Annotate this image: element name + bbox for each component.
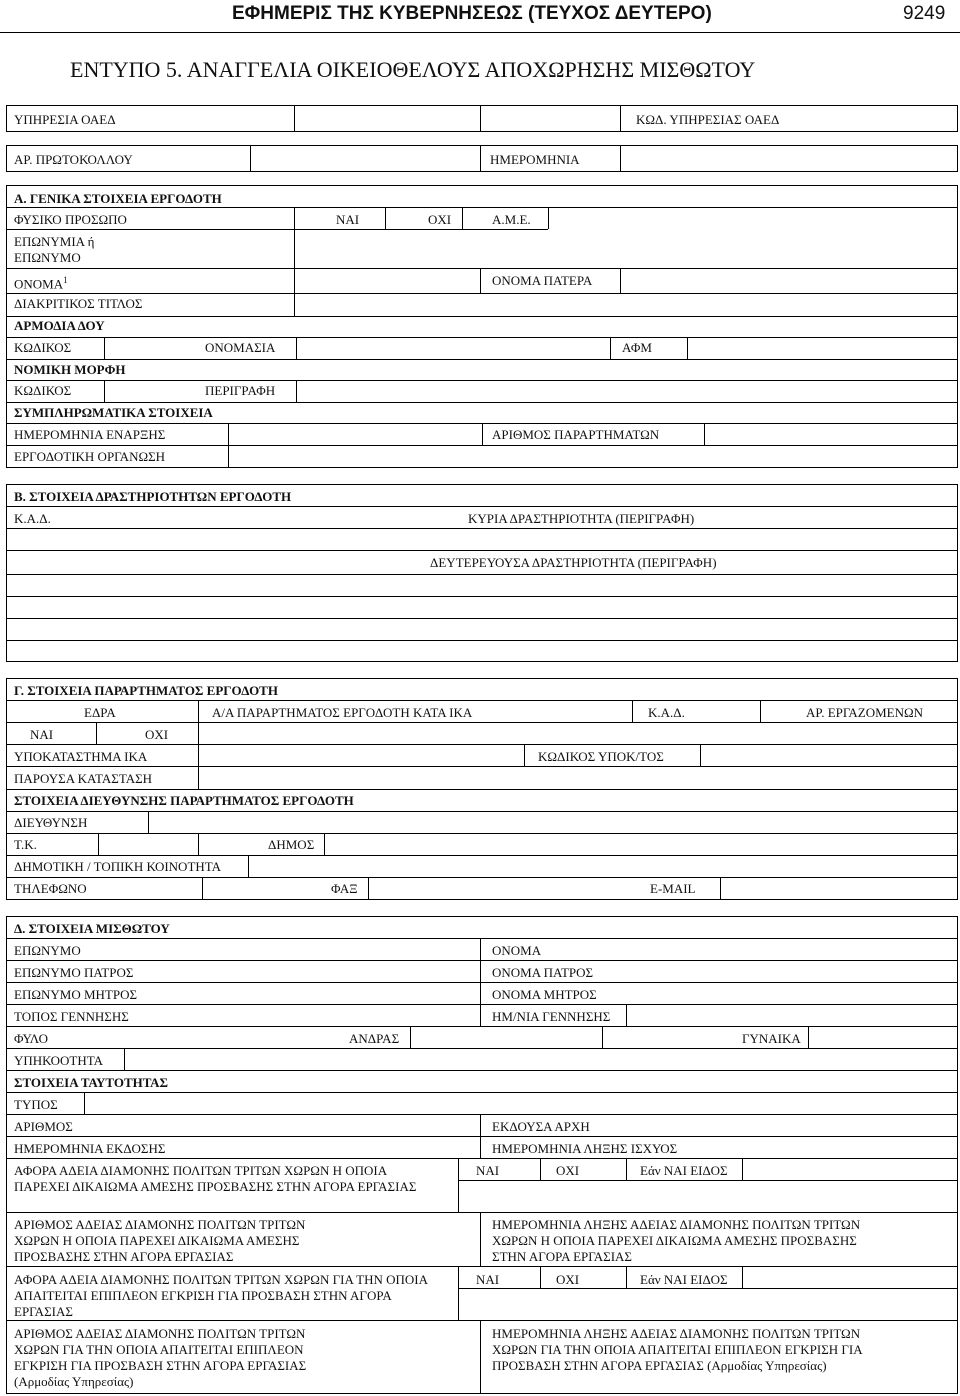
birth-date-label: ΗΜ/ΝΙΑ ΓΕΝΝΗΣΗΣ [492,1009,611,1024]
id-title: ΣΤΟΙΧΕΙΑ ΤΑΥΤΟΤΗΤΑΣ [14,1075,169,1090]
email-label: E-MAIL [650,881,696,896]
address-title: ΣΤΟΙΧΕΙΑ ΔΙΕΥΘΥΝΣΗΣ ΠΑΡΑΡΤΗΜΑΤΟΣ ΕΡΓΟΔΟΤΗ [14,793,354,808]
father-given-label: ΟΝΟΜΑ ΠΑΤΡΟΣ [492,965,594,980]
sub-code-label: ΚΩΔΙΚΟΣ ΥΠΟΚ/ΤΟΣ [538,749,664,764]
expiry-date-label: ΗΜΕΡΟΜΗΝΙΑ ΛΗΞΗΣ ΙΣΧΥΟΣ [492,1141,678,1156]
service-box [6,105,958,132]
seat-no: ΟΧΙ [145,727,169,742]
permit1-expiry-label: ΗΜΕΡΟΜΗΝΙΑ ΛΗΞΗΣ ΑΔΕΙΑΣ ΔΙΑΜΟΝΗΣ ΠΟΛΙΤΩΝ ΤΡΙΤΩΝ ΧΩΡΩΝ Η ΟΠΟΙΑ ΠΑΡΕΧΕΙ ΔΙΚΑΙΩΜΑ ΑΜΕΣΗΣ ΠΡΟΣΒΑΣΗΣ ΣΤΗΝ ΑΓΟΡΑ ΕΡΓΑΣΙΑΣ [492,1217,861,1264]
permit2-number-label: ΑΡΙΘΜΟΣ ΑΔΕΙΑΣ ΔΙΑΜΟΝΗΣ ΠΟΛΙΤΩΝ ΤΡΙΤΩΝ ΧΩΡΩΝ ΓΙΑ ΤΗΝ ΟΠΟΙΑ ΑΠΑΙΤΕΙΤΑΙ ΕΠΙΠΛΕΟΝ ΕΓΚΡΙΣΗ ΓΙΑ ΠΡΟΣΒΑΣΗ ΣΤΗΝ ΑΓΟΡΑ ΕΡΓΑΣΙΑΣ (Αρμοδίας Υπηρεσίας) [14,1326,307,1389]
issue-date-label: ΗΜΕΡΟΜΗΝΙΑ ΕΚΔΟΣΗΣ [14,1141,166,1156]
permit1-type-label: Εάν ΝΑΙ ΕΙΔΟΣ [640,1163,728,1178]
permit1-question: ΑΦΟΡΑ ΑΔΕΙΑ ΔΙΑΜΟΝΗΣ ΠΟΛΙΤΩΝ ΤΡΙΤΩΝ ΧΩΡΩΝ Η ΟΠΟΙΑ ΠΑΡΕΧΕΙ ΔΙΚΑΙΩΜΑ ΑΜΕΣΗΣ ΠΡΟΣΒΑΣΗΣ ΣΤΗΝ ΑΓΟΡΑ ΕΡΓΑΣΙΑΣ [14,1163,417,1194]
tax-code-label: ΚΩΔΙΚΟΣ [14,340,72,355]
natural-person-label: ΦΥΣΙΚΟ ΠΡΟΣΩΠΟ [14,212,127,227]
permit1-no: ΟΧΙ [556,1163,580,1178]
id-number-label: ΑΡΙΘΜΟΣ [14,1119,73,1134]
given-name-label: ΟΝΟΜΑ [492,943,542,958]
natural-person-no: ΟΧΙ [428,212,452,227]
permit2-question: ΑΦΟΡΑ ΑΔΕΙΑ ΔΙΑΜΟΝΗΣ ΠΟΛΙΤΩΝ ΤΡΙΤΩΝ ΧΩΡΩΝ ΓΙΑ ΤΗΝ ΟΠΟΙΑ ΑΠΑΙΤΕΙΤΑΙ ΕΠΙΠΛΕΟΝ ΕΓΚΡΙΣΗ ΓΙΑ ΠΡΟΣΒΑΣΗ ΣΤΗΝ ΑΓΟΡΑ ΕΡΓΑΣΙΑΣ [14,1272,428,1319]
permit2-expiry-label: ΗΜΕΡΟΜΗΝΙΑ ΛΗΞΗΣ ΑΔΕΙΑΣ ΔΙΑΜΟΝΗΣ ΠΟΛΙΤΩΝ ΤΡΙΤΩΝ ΧΩΡΩΝ ΓΙΑ ΤΗΝ ΟΠΟΙΑ ΑΠΑΙΤΕΙΤΑΙ ΕΠΙΠΛΕΟΝ ΕΓΚΡΙΣΗ ΓΙΑ ΠΡΟΣΒΑΣΗ ΣΤΗΝ ΑΓΟΡΑ ΕΡΓΑΣΙΑΣ (Αρμοδίας Υπηρεσίας) [492,1326,862,1373]
ame-label: Α.Μ.Ε. [492,212,531,227]
tax-designation-label: ΟΝΟΜΑΣΙΑ [205,340,276,355]
natural-person-yes: ΝΑΙ [336,212,360,227]
employees-label: ΑΡ. ΕΡΓΑΖΟΜΕΝΩΝ [806,705,924,720]
fax-label: ΦΑΞ [331,881,358,896]
permit1-number-label: ΑΡΙΘΜΟΣ ΑΔΕΙΑΣ ΔΙΑΜΟΝΗΣ ΠΟΛΙΤΩΝ ΤΡΙΤΩΝ ΧΩΡΩΝ Η ΟΠΟΙΑ ΠΑΡΕΧΕΙ ΔΙΚΑΙΩΜΑ ΑΜΕΣΗΣ ΠΡΟΣΒΑΣΗΣ ΣΤΗΝ ΑΓΟΡΑ ΕΡΓΑΣΙΑΣ [14,1217,306,1264]
surname-label: ΕΠΩΝΥΜΟ [14,943,81,958]
header-rule [0,32,960,33]
permit2-yes: ΝΑΙ [476,1272,500,1287]
protocol-label: ΑΡ. ΠΡΩΤΟΚΟΛΛΟΥ [14,152,133,167]
branches-label: ΑΡΙΘΜΟΣ ΠΑΡΑΡΤΗΜΑΤΩΝ [492,427,660,442]
start-date-label: ΗΜΕΡΟΜΗΝΙΑ ΕΝΑΡΞΗΣ [14,427,166,442]
phone-label: ΤΗΛΕΦΩΝΟ [14,881,87,896]
father-name-label: ΟΝΟΜΑ ΠΑΤΕΡΑ [492,273,593,288]
permit2-no: ΟΧΙ [556,1272,580,1287]
mother-surname-label: ΕΠΩΝΥΜΟ ΜΗΤΡΟΣ [14,987,138,1002]
legal-description-label: ΠΕΡΙΓΡΑΦΗ [205,383,276,398]
seat-label: ΕΔΡΑ [84,705,116,720]
branch-kad-label: Κ.Α.Δ. [648,705,685,720]
permit2-type-label: Εάν ΝΑΙ ΕΙΔΟΣ [640,1272,728,1287]
kad-label: Κ.Α.Δ. [14,511,51,526]
footnote-marker: 1 [63,275,68,285]
issuer-label: ΕΚΔΟΥΣΑ ΑΡΧΗ [492,1119,590,1134]
gazette-header: ΕΦΗΜΕΡΙΣ ΤΗΣ ΚΥΒΕΡΝΗΣΕΩΣ (ΤΕΥΧΟΣ ΔΕΥΤΕΡΟ) [232,3,712,24]
postal-code-label: Τ.Κ. [14,837,37,852]
status-label: ΠΑΡΟΥΣΑ ΚΑΤΑΣΤΑΣΗ [14,771,153,786]
birth-place-label: ΤΟΠΟΣ ΓΕΝΝΗΣΗΣ [14,1009,129,1024]
tax-office-title: ΑΡΜΟΔΙΑ ΔΟΥ [14,318,105,333]
sex-male: ΑΝΔΡΑΣ [349,1031,400,1046]
supplementary-title: ΣΥΜΠΛΗΡΩΜΑΤΙΚΑ ΣΤΟΙΧΕΙΑ [14,405,213,420]
municipality-label: ΔΗΜΟΣ [268,837,315,852]
branch-no-label: Α/Α ΠΑΡΑΡΤΗΜΑΤΟΣ ΕΡΓΟΔΟΤΗ ΚΑΤΑ ΙΚΑ [212,705,473,720]
name-label-line1: ΕΠΩΝΥΜΙΑ ή [14,234,95,249]
community-label: ΔΗΜΟΤΙΚΗ / ΤΟΠΙΚΗ ΚΟΙΝΟΤΗΤΑ [14,859,222,874]
citizenship-label: ΥΠΗΚΟΟΤΗΤΑ [14,1053,104,1068]
section-d-title: Δ. ΣΤΟΙΧΕΙΑ ΜΙΣΘΩΤΟΥ [14,921,170,936]
sex-female: ΓΥΝΑΙΚΑ [742,1031,801,1046]
name-label [14,234,94,266]
section-a-title: Α. ΓΕΝΙΚΑ ΣΤΟΙΧΕΙΑ ΕΡΓΟΔΟΤΗ [14,191,222,206]
ika-branch-label: ΥΠΟΚΑΤΑΣΤΗΜΑ ΙΚΑ [14,749,148,764]
service-code-label: ΚΩΔ. ΥΠΗΡΕΣΙΑΣ ΟΑΕΔ [636,112,780,127]
permit1-yes: ΝΑΙ [476,1163,500,1178]
trade-name-label: ΔΙΑΚΡΙΤΙΚΟΣ ΤΙΤΛΟΣ [14,296,143,311]
first-name-label [14,273,68,291]
page-number: 9249 [903,3,946,24]
address-label: ΔΙΕΥΘΥΝΣΗ [14,815,88,830]
father-surname-label: ΕΠΩΝΥΜΟ ΠΑΤΡΟΣ [14,965,134,980]
mother-given-label: ΟΝΟΜΑ ΜΗΤΡΟΣ [492,987,597,1002]
date-label: ΗΜΕΡΟΜΗΝΙΑ [490,152,580,167]
name-label-line2: ΕΠΩΝΥΜΟ [14,250,81,265]
main-activity-label: ΚΥΡΙΑ ΔΡΑΣΤΗΡΙΟΤΗΤΑ (ΠΕΡΙΓΡΑΦΗ) [468,511,695,526]
legal-form-title: ΝΟΜΙΚΗ ΜΟΡΦΗ [14,362,126,377]
form-title: ΕΝΤΥΠΟ 5. ΑΝΑΓΓΕΛΙΑ ΟΙΚΕΙΟΘΕΛΟΥΣ ΑΠΟΧΩΡΗΣΗΣ ΜΙΣΘΩΤΟΥ [70,57,756,82]
employer-org-label: ΕΡΓΟΔΟΤΙΚΗ ΟΡΓΑΝΩΣΗ [14,449,166,464]
first-name-text: ΟΝΟΜΑ [14,276,64,292]
seat-yes: ΝΑΙ [30,727,54,742]
secondary-activity-label: ΔΕΥΤΕΡΕΥΟΥΣΑ ΔΡΑΣΤΗΡΙΟΤΗΤΑ (ΠΕΡΙΓΡΑΦΗ) [430,555,717,570]
protocol-box [6,145,958,172]
afm-label: ΑΦΜ [622,340,652,355]
section-c-title: Γ. ΣΤΟΙΧΕΙΑ ΠΑΡΑΡΤΗΜΑΤΟΣ ΕΡΓΟΔΟΤΗ [14,683,278,698]
id-type-label: ΤΥΠΟΣ [14,1097,58,1112]
sex-label: ΦΥΛΟ [14,1031,49,1046]
service-label: ΥΠΗΡΕΣΙΑ ΟΑΕΔ [14,112,116,127]
legal-code-label: ΚΩΔΙΚΟΣ [14,383,72,398]
section-b-title: Β. ΣΤΟΙΧΕΙΑ ΔΡΑΣΤΗΡΙΟΤΗΤΩΝ ΕΡΓΟΔΟΤΗ [14,489,292,504]
